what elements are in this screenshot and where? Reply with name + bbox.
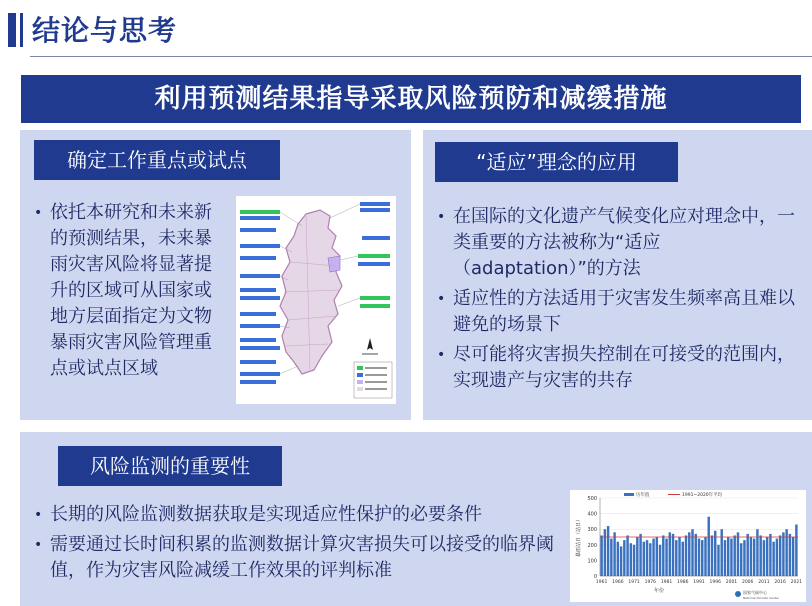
bar [649, 543, 651, 576]
bar [724, 540, 726, 576]
bar [795, 525, 797, 576]
panel-tag: 确定工作重点或试点 [34, 140, 280, 180]
header-divider [30, 56, 812, 57]
bar [746, 534, 748, 576]
y-tick-label: 300 [587, 527, 597, 534]
x-tick-label: 1996 [709, 580, 721, 585]
header-bar [8, 13, 16, 47]
legend-label: 历年值 [636, 493, 650, 498]
panel-focus-areas [20, 130, 411, 420]
bar [789, 534, 791, 576]
bar [678, 537, 680, 576]
bar [743, 540, 745, 576]
bullet-dot: • [34, 537, 43, 553]
x-tick-label: 2006 [741, 580, 754, 585]
x-tick-label: 1976 [644, 580, 657, 585]
bar [636, 537, 638, 576]
map-legend [354, 362, 392, 398]
list-item [34, 200, 224, 382]
bar [714, 531, 716, 576]
bar [785, 529, 787, 576]
page-title: 结论与思考 [32, 14, 178, 47]
bar [691, 529, 693, 576]
bar [610, 539, 612, 576]
bar [643, 542, 645, 576]
bullet-text: 依托本研究和未来新的预测结果，未来暴雨灾害风险将显著提升的区域可从国家或地方层面指定为文物暴雨灾害风险管理重点或试点区域 [50, 202, 212, 379]
x-tick-label: 1991 [693, 580, 705, 585]
bar [656, 537, 658, 576]
bar [665, 539, 667, 576]
bar [623, 540, 625, 576]
bar [688, 532, 690, 576]
panel-bullet-list [437, 204, 795, 394]
bar [779, 535, 781, 576]
bullet-text: 在国际的文化遗产气候变化应对理念中，一类重要的方法被称为“适应（adaptation）”的方法 [453, 206, 795, 279]
x-tick-label: 1966 [612, 580, 624, 585]
logo-icon [735, 591, 741, 597]
y-tick-label: 100 [587, 558, 597, 565]
legend-swatch-bars [624, 493, 634, 496]
bar [620, 546, 622, 576]
highlight-region [328, 256, 340, 272]
bullet-dot: • [437, 291, 446, 307]
panel-monitoring [20, 432, 812, 606]
bar [759, 535, 761, 576]
bar [701, 540, 703, 576]
x-tick-label: 1986 [677, 580, 689, 585]
bar [737, 532, 739, 576]
panel-bullet-list [34, 502, 564, 584]
y-tick-label: 200 [587, 542, 597, 549]
bar [782, 532, 784, 576]
bar [727, 537, 729, 576]
bullet-dot: • [34, 507, 43, 523]
list-item [34, 502, 564, 528]
bar [717, 545, 719, 576]
bar [769, 534, 771, 576]
bullet-dot: • [34, 205, 43, 221]
bullet-text: 需要通过长时间积累的监测数据计算灾害损失可以接受的临界阈值，作为灾害风险减缓工作效果的评判标准 [50, 534, 554, 581]
bullet-text: 尽可能将灾害损失控制在可接受的范围内，实现遗产与灾害的共存 [453, 344, 795, 391]
logo-subtext: National Climate Center [743, 596, 780, 600]
y-axis-label: 暴雨站日（站日） [576, 516, 582, 558]
x-tick-label: 1961 [595, 580, 608, 585]
bar [626, 535, 628, 576]
bar [698, 539, 700, 576]
bar [617, 542, 619, 576]
bullet-text: 适应性的方法适用于灾害发生频率高且难以避免的场景下 [453, 288, 795, 335]
x-tick-label: 2001 [725, 580, 738, 585]
province-risk-map [236, 196, 396, 404]
bar [750, 537, 752, 576]
y-tick-label: 0 [593, 574, 597, 580]
bar [704, 537, 706, 576]
list-item [437, 204, 795, 282]
bar [630, 543, 632, 576]
bullet-dot: • [437, 209, 446, 225]
bar [646, 540, 648, 576]
bar [675, 540, 677, 576]
panel-tag: 风险监测的重要性 [58, 446, 282, 486]
y-tick-label: 400 [587, 511, 597, 518]
legend-label: 1991~2020年平均 [682, 493, 723, 498]
x-tick-label: 2011 [758, 580, 770, 585]
bar [652, 539, 654, 576]
header-bar-thin [20, 13, 23, 47]
bar [720, 529, 722, 576]
bullet-text: 长期的风险监测数据获取是实现适应性保护的必要条件 [50, 504, 482, 525]
bar [662, 535, 664, 576]
bar [733, 535, 735, 576]
bar [792, 537, 794, 576]
logo-text: 国家气候中心 [743, 590, 767, 595]
bar [695, 534, 697, 576]
bar [772, 542, 774, 576]
bar [740, 543, 742, 576]
bar [711, 535, 713, 576]
panel-tag: “适应”理念的应用 [435, 142, 678, 182]
list-item [34, 532, 564, 584]
bar [708, 517, 710, 576]
bar [753, 539, 755, 576]
bar [639, 534, 641, 576]
bar [763, 540, 765, 576]
x-tick-label: 2021 [790, 580, 803, 585]
rainstorm-bar-chart [570, 490, 806, 602]
banner-title: 利用预测结果指导采取风险预防和减缓措施 [21, 75, 801, 123]
panel-adaptation [423, 130, 812, 420]
x-axis-label: 年份 [653, 588, 665, 594]
bar [756, 529, 758, 576]
bar [633, 545, 635, 576]
bar [682, 542, 684, 576]
bar [659, 545, 661, 576]
x-tick-label: 1971 [628, 580, 640, 585]
bar [607, 526, 609, 576]
x-tick-label: 2016 [774, 580, 786, 585]
bullet-dot: • [437, 347, 446, 363]
y-tick-label: 500 [587, 496, 597, 502]
bar [766, 537, 768, 576]
bar [730, 539, 732, 576]
bar [685, 535, 687, 576]
bar [672, 534, 674, 576]
panel-bullet-list [34, 200, 224, 382]
list-item [437, 286, 795, 338]
bar [604, 529, 606, 576]
bar [669, 532, 671, 576]
bar [776, 539, 778, 576]
list-item [437, 342, 795, 394]
bar [600, 535, 602, 576]
x-tick-label: 1981 [660, 580, 673, 585]
bar [613, 532, 615, 576]
